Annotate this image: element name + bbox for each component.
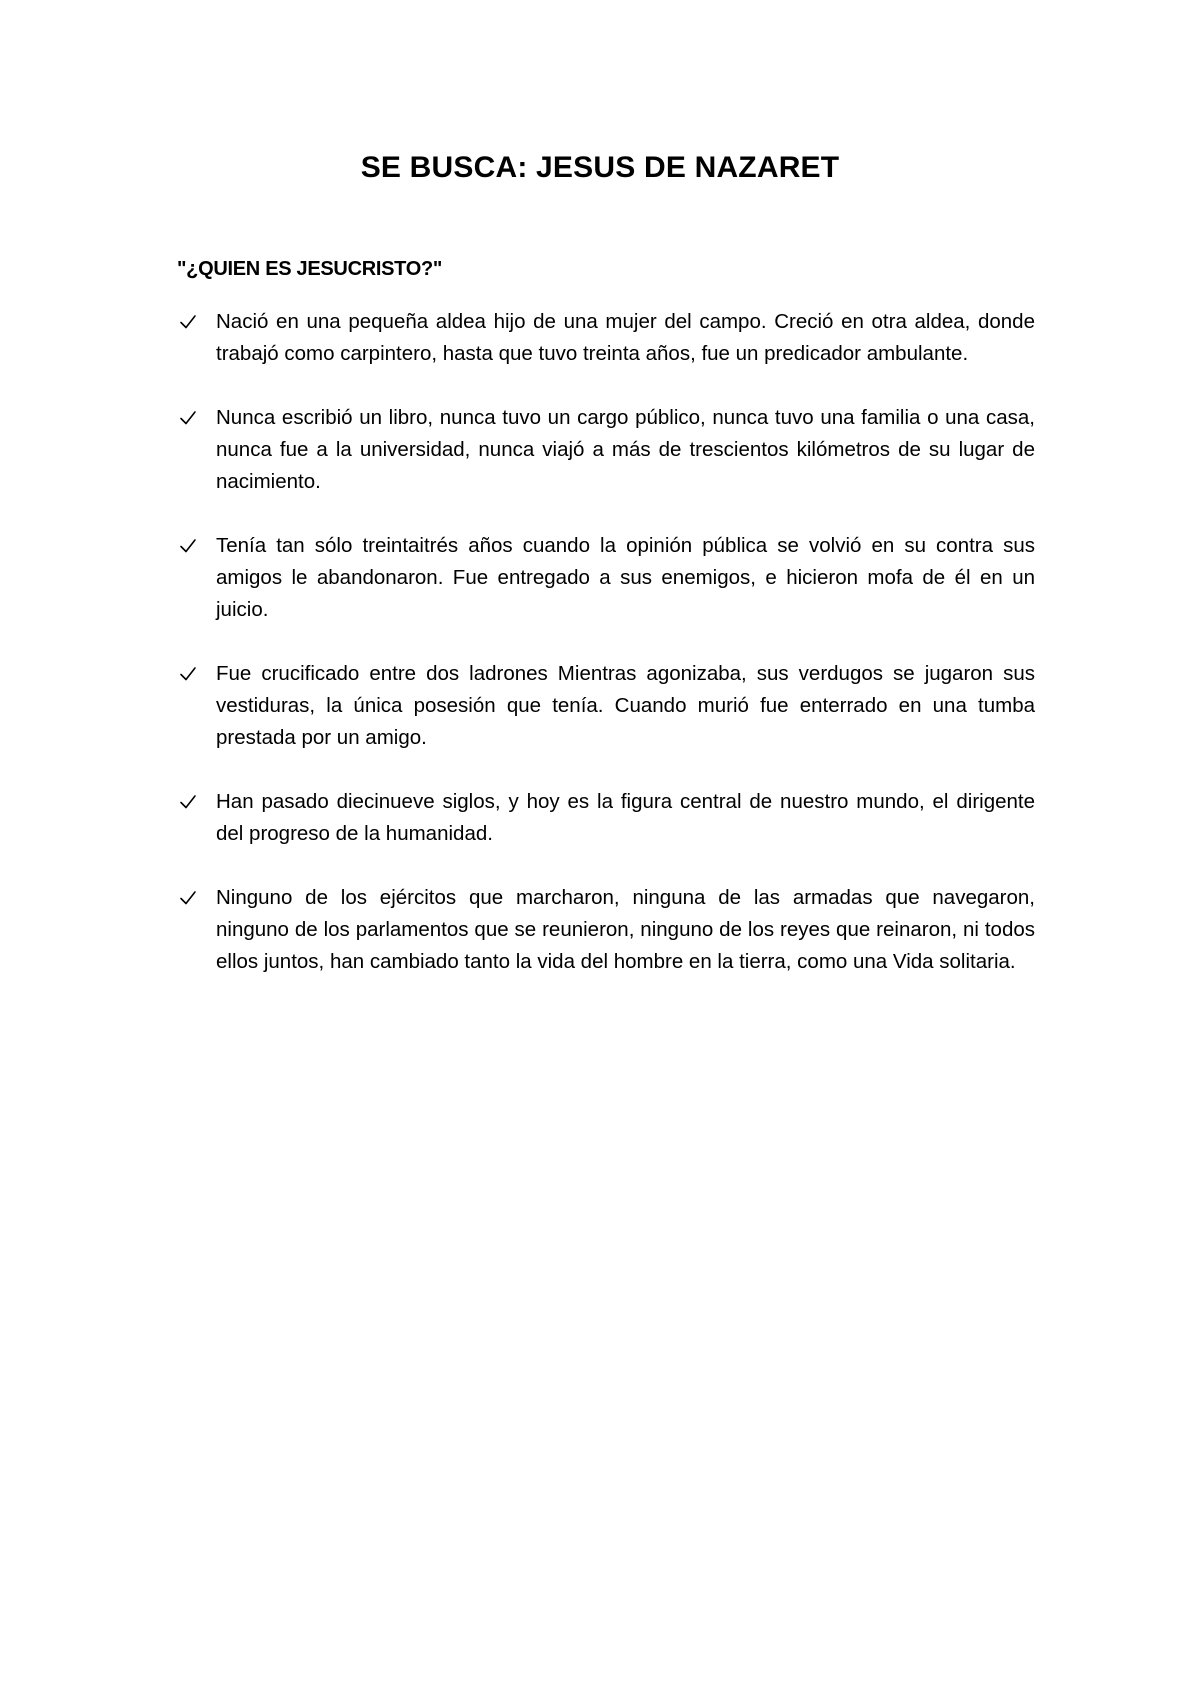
list-item-text: Fue crucificado entre dos ladrones Mientras agonizaba, sus verdugos se jugaron sus vestiduras, la única posesión que tenía. Cuando murió fue enterrado en una tumba prestada por un amigo. bbox=[216, 662, 1035, 749]
list-item-text: Tenía tan sólo treintaitrés años cuando la opinión pública se volvió en su contra sus amigos le abandonaron. Fue entregado a sus enemigos, e hicieron mofa de él en un juicio. bbox=[216, 534, 1035, 621]
list-item bbox=[177, 530, 1035, 626]
list-item bbox=[177, 658, 1035, 754]
checklist bbox=[177, 306, 1035, 1010]
list-item bbox=[177, 786, 1035, 850]
checkmark-icon bbox=[177, 658, 199, 690]
checkmark-icon bbox=[177, 530, 199, 562]
checkmark-icon bbox=[177, 306, 199, 338]
list-item-text: Nació en una pequeña aldea hijo de una mujer del campo. Creció en otra aldea, donde trabajó como carpintero, hasta que tuvo treinta años, fue un predicador ambulante. bbox=[216, 310, 1035, 365]
document-title: SE BUSCA: JESUS DE NAZARET bbox=[360, 151, 840, 184]
list-item bbox=[177, 402, 1035, 498]
checkmark-icon bbox=[177, 402, 199, 434]
list-item bbox=[177, 882, 1035, 978]
checkmark-icon bbox=[177, 786, 199, 818]
section-heading: "¿QUIEN ES JESUCRISTO?" bbox=[177, 258, 443, 280]
list-item-text: Han pasado diecinueve siglos, y hoy es la figura central de nuestro mundo, el dirigente del progreso de la humanidad. bbox=[216, 790, 1035, 845]
list-item-text: Ninguno de los ejércitos que marcharon, ninguna de las armadas que navegaron, ninguno de los parlamentos que se reunieron, ninguno de los reyes que reinaron, ni todos ellos juntos, han cambiado tanto la vida del hombre en la tierra, como una Vida solitaria. bbox=[216, 886, 1035, 973]
list-item-text: Nunca escribió un libro, nunca tuvo un cargo público, nunca tuvo una familia o una casa, nunca fue a la universidad, nunca viajó a más de trescientos kilómetros de su lugar de nacimiento. bbox=[216, 406, 1035, 493]
list-item bbox=[177, 306, 1035, 370]
checkmark-icon bbox=[177, 882, 199, 914]
